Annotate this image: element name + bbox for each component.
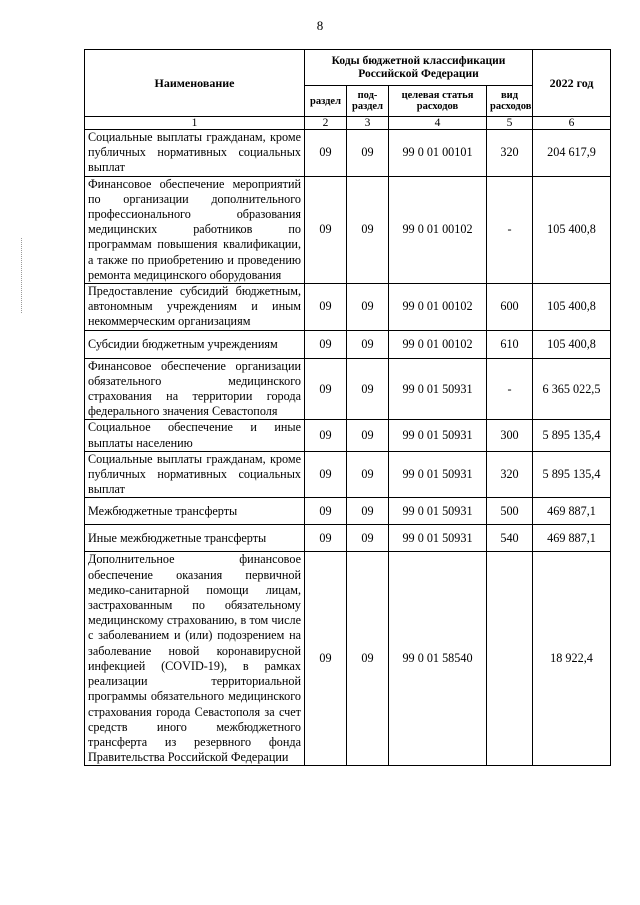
column-number: 3 xyxy=(347,117,389,130)
row-podrazdel: 09 xyxy=(347,330,389,358)
row-target: 99 0 01 00102 xyxy=(389,176,487,283)
table-row xyxy=(85,130,611,177)
row-razdel: 09 xyxy=(305,130,347,177)
row-target: 99 0 01 50931 xyxy=(389,420,487,451)
row-razdel: 09 xyxy=(305,358,347,420)
row-vid: 610 xyxy=(487,330,533,358)
header-tselevaya xyxy=(389,86,487,117)
row-podrazdel: 09 xyxy=(347,130,389,177)
row-razdel: 09 xyxy=(305,525,347,552)
row-vid: - xyxy=(487,358,533,420)
row-amount: 469 887,1 xyxy=(533,498,611,525)
table-row xyxy=(85,358,611,420)
row-razdel: 09 xyxy=(305,176,347,283)
page-number: 8 xyxy=(316,18,324,33)
header-name: Наименование xyxy=(85,50,305,117)
table-row xyxy=(85,498,611,525)
header-vid xyxy=(487,86,533,117)
row-podrazdel: 09 xyxy=(347,451,389,498)
row-amount: 18 922,4 xyxy=(533,552,611,766)
column-number-row xyxy=(85,117,611,130)
row-target: 99 0 01 50931 xyxy=(389,498,487,525)
row-amount: 204 617,9 xyxy=(533,130,611,177)
row-amount: 6 365 022,5 xyxy=(533,358,611,420)
row-amount: 105 400,8 xyxy=(533,284,611,331)
header-tselevaya-line2: расходов xyxy=(416,101,459,112)
row-razdel: 09 xyxy=(305,284,347,331)
row-razdel: 09 xyxy=(305,451,347,498)
row-amount: 5 895 135,4 xyxy=(533,451,611,498)
header-podrazdel-line2: раздел xyxy=(352,101,383,112)
row-podrazdel: 09 xyxy=(347,176,389,283)
table-row xyxy=(85,176,611,283)
row-amount: 105 400,8 xyxy=(533,330,611,358)
column-number: 4 xyxy=(389,117,487,130)
table-row xyxy=(85,330,611,358)
row-vid: 500 xyxy=(487,498,533,525)
column-number: 1 xyxy=(85,117,305,130)
row-podrazdel: 09 xyxy=(347,498,389,525)
header-codes: Коды бюджетной классификации Российской Федерации xyxy=(305,50,533,86)
row-name: Предоставление субсидий бюджетным, автономным учреждениям и иным некоммерческим организациям xyxy=(85,284,305,331)
row-name: Социальные выплаты гражданам, кроме публичных нормативных социальных выплат xyxy=(85,451,305,498)
row-name: Социальные выплаты гражданам, кроме публичных нормативных социальных выплат xyxy=(85,130,305,177)
row-razdel: 09 xyxy=(305,498,347,525)
table-row xyxy=(85,420,611,451)
header-razdel: раздел xyxy=(305,86,347,117)
row-amount: 469 887,1 xyxy=(533,525,611,552)
row-name: Межбюджетные трансферты xyxy=(85,498,305,525)
row-vid: 320 xyxy=(487,451,533,498)
row-podrazdel: 09 xyxy=(347,358,389,420)
row-name: Социальное обеспечение и иные выплаты населению xyxy=(85,420,305,451)
margin-line xyxy=(21,238,22,313)
row-podrazdel: 09 xyxy=(347,552,389,766)
row-vid: - xyxy=(487,176,533,283)
row-target: 99 0 01 50931 xyxy=(389,451,487,498)
row-vid: 540 xyxy=(487,525,533,552)
row-target: 99 0 01 50931 xyxy=(389,525,487,552)
row-podrazdel: 09 xyxy=(347,284,389,331)
row-razdel: 09 xyxy=(305,420,347,451)
row-vid xyxy=(487,552,533,766)
row-name: Субсидии бюджетным учреждениям xyxy=(85,330,305,358)
row-vid: 300 xyxy=(487,420,533,451)
column-number: 6 xyxy=(533,117,611,130)
row-amount: 105 400,8 xyxy=(533,176,611,283)
row-name: Финансовое обеспечение мероприятий по организации дополнительного профессионального образования медицинских работников по программам повышения квалификации, а также по приобретению и проведению ремонта медицинского оборудования xyxy=(85,176,305,283)
table-row xyxy=(85,284,611,331)
header-podrazdel xyxy=(347,86,389,117)
header-vid-line1: вид xyxy=(500,90,519,101)
row-name: Иные межбюджетные трансферты xyxy=(85,525,305,552)
row-vid: 320 xyxy=(487,130,533,177)
header-vid-line2: расходов xyxy=(490,101,532,112)
table-row xyxy=(85,525,611,552)
header-podrazdel-line1: под- xyxy=(357,90,378,101)
header-tselevaya-line1: целевая статья xyxy=(401,90,474,101)
row-target: 99 0 01 00102 xyxy=(389,330,487,358)
row-amount: 5 895 135,4 xyxy=(533,420,611,451)
row-name: Дополнительное финансовое обеспечение оказания первичной медико-санитарной помощи лицам, застрахованным по обязательному медицинскому страхованию, в том числе с заболеванием и (или) подозрением на заболевание новой коронавирусной инфекцией (COVID-19), в рамках реализации территориальной программы обязательного медицинского страхования города Севастополя за счет средств иного межбюджетного трансферта из резервного фонда Правительства Российской Федерации xyxy=(85,552,305,766)
row-target: 99 0 01 00102 xyxy=(389,284,487,331)
row-razdel: 09 xyxy=(305,552,347,766)
row-name: Финансовое обеспечение организации обязательного медицинского страхования на территории города федерального значения Севастополя xyxy=(85,358,305,420)
row-target: 99 0 01 00101 xyxy=(389,130,487,177)
row-vid: 600 xyxy=(487,284,533,331)
row-target: 99 0 01 58540 xyxy=(389,552,487,766)
table-row xyxy=(85,552,611,766)
row-razdel: 09 xyxy=(305,330,347,358)
column-number: 5 xyxy=(487,117,533,130)
row-podrazdel: 09 xyxy=(347,525,389,552)
budget-table xyxy=(84,49,611,766)
header-year: 2022 год xyxy=(533,50,611,117)
row-target: 99 0 01 50931 xyxy=(389,358,487,420)
row-podrazdel: 09 xyxy=(347,420,389,451)
table-row xyxy=(85,451,611,498)
column-number: 2 xyxy=(305,117,347,130)
